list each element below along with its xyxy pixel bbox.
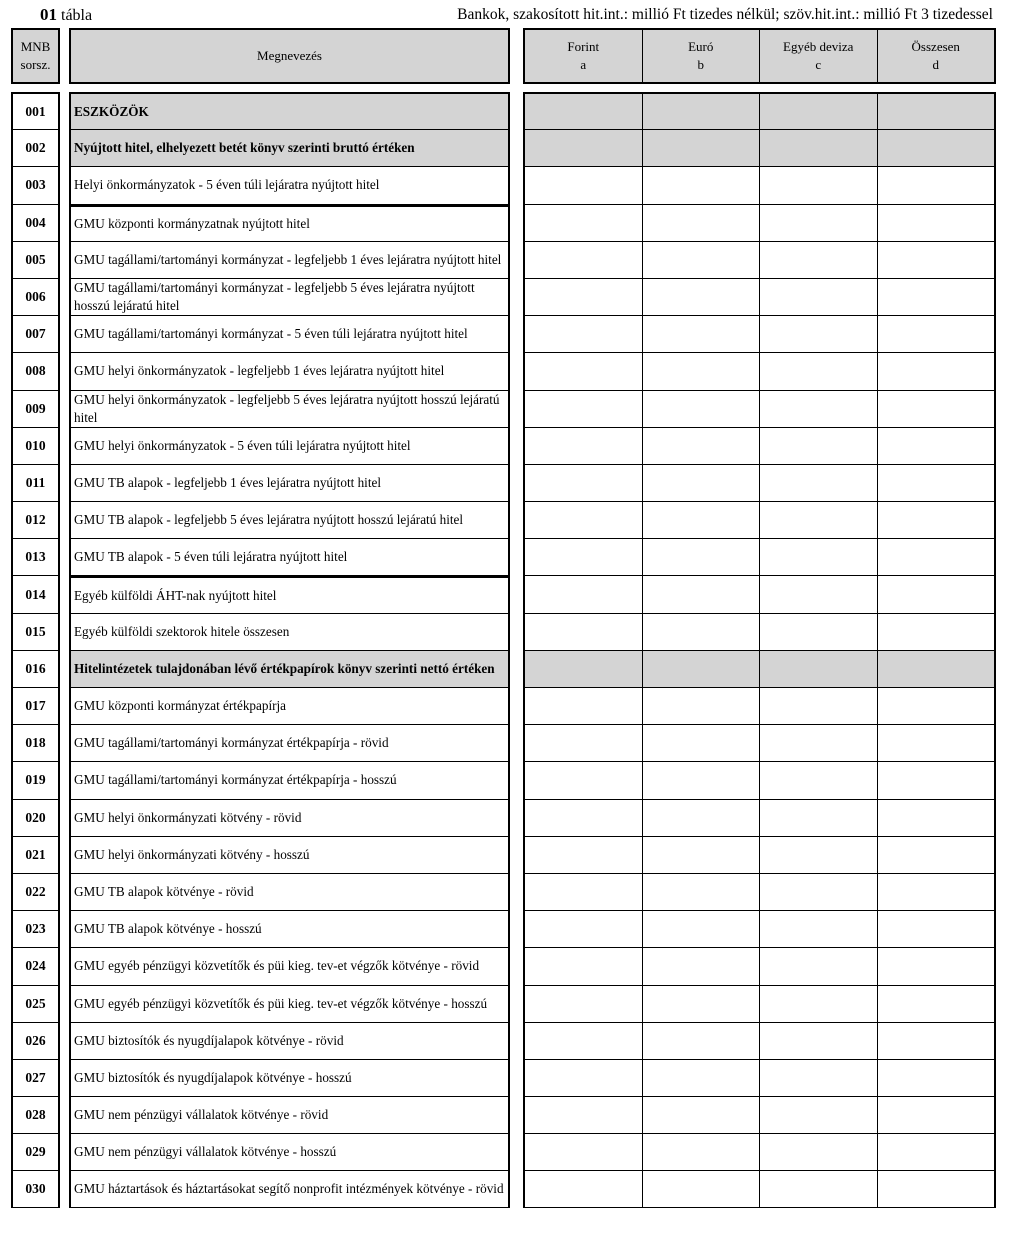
- table-row: [11, 1059, 996, 1096]
- row-number: 008: [11, 352, 60, 389]
- row-label: GMU tagállami/tartományi kormányzat értékpapírja - rövid: [69, 724, 510, 761]
- table-row: [11, 92, 996, 129]
- table-row: [11, 501, 996, 538]
- value-cell-total[interactable]: [878, 576, 995, 612]
- row-value-cells: [523, 724, 996, 761]
- row-number: 009: [11, 390, 60, 427]
- value-cell-total[interactable]: [878, 837, 995, 873]
- row-number: 028: [11, 1096, 60, 1133]
- value-cell-forint[interactable]: [525, 911, 643, 947]
- value-cell-total[interactable]: [878, 316, 995, 352]
- row-number: 010: [11, 427, 60, 464]
- value-cell-total[interactable]: [878, 539, 995, 575]
- row-number: 026: [11, 1022, 60, 1059]
- value-cell-other-currency[interactable]: [760, 279, 878, 315]
- row-number: 023: [11, 910, 60, 947]
- table-row: [11, 985, 996, 1022]
- value-cell-total[interactable]: [878, 1171, 995, 1206]
- row-label: GMU biztosítók és nyugdíjalapok kötvénye - rövid: [69, 1022, 510, 1059]
- column-header-letter: d: [932, 57, 939, 72]
- row-label: GMU helyi önkormányzatok - 5 éven túli lejáratra nyújtott hitel: [69, 427, 510, 464]
- value-cell-forint[interactable]: [525, 1171, 643, 1206]
- row-label: ESZKÖZÖK: [69, 92, 510, 129]
- row-value-cells: [523, 352, 996, 389]
- table-row: [11, 464, 996, 501]
- value-cell-euro[interactable]: [643, 800, 761, 836]
- row-value-cells: [523, 687, 996, 724]
- row-label: GMU tagállami/tartományi kormányzat értékpapírja - hosszú: [69, 761, 510, 798]
- row-value-cells: [523, 873, 996, 910]
- table-row: [11, 538, 996, 575]
- value-cell-total[interactable]: [878, 614, 995, 650]
- row-value-cells: [523, 166, 996, 203]
- value-cell-other-currency[interactable]: [760, 688, 878, 724]
- row-value-cells: [523, 1170, 996, 1207]
- value-cell-euro[interactable]: [643, 167, 761, 203]
- table-number: 01: [40, 5, 57, 24]
- value-cell-total[interactable]: [878, 800, 995, 836]
- value-cell-other-currency[interactable]: [760, 1060, 878, 1096]
- value-cell-other-currency[interactable]: [760, 391, 878, 427]
- value-cell-other-currency[interactable]: [760, 874, 878, 910]
- value-cell-other-currency[interactable]: [760, 614, 878, 650]
- value-cell-euro: [643, 130, 761, 166]
- value-cell-other-currency[interactable]: [760, 205, 878, 241]
- row-number: 015: [11, 613, 60, 650]
- value-cell-euro[interactable]: [643, 614, 761, 650]
- row-value-cells: [523, 278, 996, 315]
- value-cell-forint[interactable]: [525, 837, 643, 873]
- table-row: [11, 1133, 996, 1170]
- row-number: 024: [11, 947, 60, 984]
- table-row: [11, 836, 996, 873]
- value-cell-total[interactable]: [878, 986, 995, 1022]
- value-cell-euro[interactable]: [643, 428, 761, 464]
- mnb-header-line2: sorsz.: [20, 57, 51, 72]
- value-cell-forint[interactable]: [525, 800, 643, 836]
- value-cell-forint[interactable]: [525, 242, 643, 278]
- column-header-label: Euró: [688, 39, 714, 54]
- row-label: GMU helyi önkormányzatok - legfeljebb 1 éves lejáratra nyújtott hitel: [69, 352, 510, 389]
- value-cell-other-currency[interactable]: [760, 1023, 878, 1059]
- value-cell-total[interactable]: [878, 391, 995, 427]
- value-cell-forint[interactable]: [525, 1023, 643, 1059]
- row-value-cells: [523, 315, 996, 352]
- value-cell-forint[interactable]: [525, 688, 643, 724]
- row-label: GMU biztosítók és nyugdíjalapok kötvénye - hosszú: [69, 1059, 510, 1096]
- value-cell-euro: [643, 651, 761, 687]
- row-label: GMU egyéb pénzügyi közvetítők és püi kieg. tev-et végzők kötvénye - hosszú: [69, 985, 510, 1022]
- value-cell-euro[interactable]: [643, 911, 761, 947]
- row-label: GMU nem pénzügyi vállalatok kötvénye - rövid: [69, 1096, 510, 1133]
- units-note: Bankok, szakosított hit.int.: millió Ft tizedes nélkül; szöv.hit.int.: millió Ft 3 tizedessel: [457, 6, 993, 23]
- value-cell-total[interactable]: [878, 874, 995, 910]
- row-value-cells: [523, 92, 996, 129]
- row-number: 019: [11, 761, 60, 798]
- value-cell-forint[interactable]: [525, 502, 643, 538]
- value-cell-total[interactable]: [878, 502, 995, 538]
- table-row: [11, 687, 996, 724]
- row-label: GMU nem pénzügyi vállalatok kötvénye - hosszú: [69, 1133, 510, 1170]
- value-cell-euro[interactable]: [643, 279, 761, 315]
- value-cell-euro[interactable]: [643, 391, 761, 427]
- row-value-cells: [523, 613, 996, 650]
- value-cell-other-currency[interactable]: [760, 576, 878, 612]
- table-row: [11, 613, 996, 650]
- table-row: [11, 761, 996, 798]
- table-row: [11, 1022, 996, 1059]
- row-label: GMU tagállami/tartományi kormányzat - legfeljebb 1 éves lejáratra nyújtott hitel: [69, 241, 510, 278]
- column-header-letter: b: [697, 57, 704, 72]
- row-value-cells: [523, 910, 996, 947]
- value-cell-total[interactable]: [878, 279, 995, 315]
- table-row: [11, 947, 996, 984]
- row-label: GMU központi kormányzat értékpapírja: [69, 687, 510, 724]
- row-value-cells: [523, 799, 996, 836]
- value-cell-other-currency: [760, 130, 878, 166]
- row-number: 006: [11, 278, 60, 315]
- value-cell-total[interactable]: [878, 428, 995, 464]
- column-header-letter: c: [815, 57, 822, 72]
- table-title: [40, 5, 92, 25]
- row-value-cells: [523, 650, 996, 687]
- value-cell-forint: [525, 94, 643, 129]
- row-label: GMU egyéb pénzügyi közvetítők és püi kieg. tev-et végzők kötvénye - rövid: [69, 947, 510, 984]
- column-header-label: Egyéb deviza: [783, 39, 854, 54]
- value-cell-forint[interactable]: [525, 762, 643, 798]
- table-row: [11, 166, 996, 203]
- row-label: GMU helyi önkormányzati kötvény - rövid: [69, 799, 510, 836]
- value-cell-other-currency[interactable]: [760, 539, 878, 575]
- value-cell-forint: [525, 130, 643, 166]
- row-number: 027: [11, 1059, 60, 1096]
- value-cell-other-currency[interactable]: [760, 1097, 878, 1133]
- value-cell-other-currency[interactable]: [760, 242, 878, 278]
- value-cell-other-currency[interactable]: [760, 725, 878, 761]
- value-cell-other-currency[interactable]: [760, 762, 878, 798]
- value-cell-euro[interactable]: [643, 837, 761, 873]
- column-header-letter: a: [580, 57, 587, 72]
- value-cell-forint[interactable]: [525, 1097, 643, 1133]
- column-header-name: [69, 28, 510, 84]
- value-cell-euro[interactable]: [643, 948, 761, 984]
- value-cell-forint[interactable]: [525, 391, 643, 427]
- value-cell-other-currency[interactable]: [760, 167, 878, 203]
- table-row: [11, 204, 996, 241]
- value-cell-total[interactable]: [878, 1023, 995, 1059]
- value-cell-other-currency[interactable]: [760, 837, 878, 873]
- value-cell-euro[interactable]: [643, 874, 761, 910]
- value-cell-other-currency: [760, 651, 878, 687]
- row-label: GMU tagállami/tartományi kormányzat - 5 éven túli lejáratra nyújtott hitel: [69, 315, 510, 352]
- value-cell-other-currency[interactable]: [760, 800, 878, 836]
- column-header-other-currency: [760, 30, 878, 82]
- value-cell-euro[interactable]: [643, 688, 761, 724]
- row-label: GMU TB alapok - legfeljebb 5 éves lejáratra nyújtott hosszú lejáratú hitel: [69, 501, 510, 538]
- value-cell-other-currency[interactable]: [760, 428, 878, 464]
- value-cell-euro[interactable]: [643, 242, 761, 278]
- row-number: 020: [11, 799, 60, 836]
- value-cell-forint[interactable]: [525, 948, 643, 984]
- row-value-cells: [523, 129, 996, 166]
- table-row: [11, 390, 996, 427]
- value-cell-total[interactable]: [878, 948, 995, 984]
- row-number: 013: [11, 538, 60, 575]
- table-row: [11, 278, 996, 315]
- table-row: [11, 1096, 996, 1133]
- table-row: [11, 241, 996, 278]
- value-cell-forint[interactable]: [525, 874, 643, 910]
- value-cell-euro[interactable]: [643, 1097, 761, 1133]
- data-table: [11, 92, 996, 1208]
- value-cell-total[interactable]: [878, 465, 995, 501]
- value-cell-euro[interactable]: [643, 539, 761, 575]
- table-row: [11, 427, 996, 464]
- value-cell-euro[interactable]: [643, 502, 761, 538]
- row-value-cells: [523, 241, 996, 278]
- column-header-euro: [643, 30, 761, 82]
- row-value-cells: [523, 501, 996, 538]
- value-cell-forint[interactable]: [525, 986, 643, 1022]
- row-number: 011: [11, 464, 60, 501]
- value-cell-euro[interactable]: [643, 353, 761, 389]
- value-cell-euro[interactable]: [643, 1023, 761, 1059]
- row-label: Nyújtott hitel, elhelyezett betét könyv szerinti bruttó értéken: [69, 129, 510, 166]
- table-row: [11, 352, 996, 389]
- row-value-cells: [523, 985, 996, 1022]
- value-cell-total[interactable]: [878, 911, 995, 947]
- value-cell-forint[interactable]: [525, 205, 643, 241]
- table-row: [11, 315, 996, 352]
- row-number: 003: [11, 166, 60, 203]
- row-value-cells: [523, 204, 996, 241]
- row-number: 021: [11, 836, 60, 873]
- value-cell-forint[interactable]: [525, 725, 643, 761]
- value-cell-other-currency: [760, 94, 878, 129]
- row-label: Helyi önkormányzatok - 5 éven túli lejáratra nyújtott hitel: [69, 166, 510, 203]
- value-cell-total[interactable]: [878, 1134, 995, 1170]
- value-cell-total[interactable]: [878, 762, 995, 798]
- row-label: GMU TB alapok kötvénye - rövid: [69, 873, 510, 910]
- value-cell-euro[interactable]: [643, 316, 761, 352]
- value-cell-total[interactable]: [878, 353, 995, 389]
- row-number: 018: [11, 724, 60, 761]
- value-cell-other-currency[interactable]: [760, 1134, 878, 1170]
- value-cell-euro[interactable]: [643, 725, 761, 761]
- row-label: Egyéb külföldi szektorok hitele összesen: [69, 613, 510, 650]
- value-cell-total[interactable]: [878, 688, 995, 724]
- value-cell-forint[interactable]: [525, 539, 643, 575]
- row-value-cells: [523, 390, 996, 427]
- row-label: GMU helyi önkormányzati kötvény - hosszú: [69, 836, 510, 873]
- column-header-total: [878, 30, 995, 82]
- row-label: GMU tagállami/tartományi kormányzat - legfeljebb 5 éves lejáratra nyújtott hosszú lejáratú hitel: [69, 278, 510, 315]
- value-cell-euro[interactable]: [643, 1060, 761, 1096]
- value-cell-euro[interactable]: [643, 986, 761, 1022]
- value-cell-euro[interactable]: [643, 1171, 761, 1206]
- value-cell-other-currency[interactable]: [760, 316, 878, 352]
- row-number: 016: [11, 650, 60, 687]
- value-cell-total[interactable]: [878, 242, 995, 278]
- row-value-cells: [523, 1022, 996, 1059]
- mnb-header-line1: MNB: [20, 39, 51, 54]
- table-row: [11, 910, 996, 947]
- table-word: tábla: [61, 7, 93, 24]
- table-row: [11, 650, 996, 687]
- row-label: GMU TB alapok - 5 éven túli lejáratra nyújtott hitel: [69, 538, 510, 575]
- row-number: 012: [11, 501, 60, 538]
- row-value-cells: [523, 947, 996, 984]
- table-row: [11, 575, 996, 612]
- row-label: GMU központi kormányzatnak nyújtott hitel: [69, 204, 510, 241]
- table-row: [11, 724, 996, 761]
- row-label: GMU TB alapok kötvénye - hosszú: [69, 910, 510, 947]
- value-cell-total: [878, 651, 995, 687]
- row-number: 007: [11, 315, 60, 352]
- value-cell-forint[interactable]: [525, 316, 643, 352]
- table-row: [11, 873, 996, 910]
- row-value-cells: [523, 836, 996, 873]
- row-value-cells: [523, 761, 996, 798]
- value-cell-other-currency[interactable]: [760, 465, 878, 501]
- value-cell-total: [878, 130, 995, 166]
- row-value-cells: [523, 427, 996, 464]
- row-number: 025: [11, 985, 60, 1022]
- value-cell-forint[interactable]: [525, 614, 643, 650]
- value-cell-euro: [643, 94, 761, 129]
- value-cell-euro[interactable]: [643, 465, 761, 501]
- value-cell-total[interactable]: [878, 1060, 995, 1096]
- value-cell-forint[interactable]: [525, 279, 643, 315]
- value-cell-other-currency[interactable]: [760, 986, 878, 1022]
- row-number: 001: [11, 92, 60, 129]
- value-cell-euro[interactable]: [643, 205, 761, 241]
- table-row: [11, 1170, 996, 1207]
- value-cell-other-currency[interactable]: [760, 353, 878, 389]
- table-row: [11, 799, 996, 836]
- row-number: 004: [11, 204, 60, 241]
- column-header-label: Összesen: [911, 39, 960, 54]
- value-cell-forint[interactable]: [525, 1134, 643, 1170]
- value-cell-euro[interactable]: [643, 1134, 761, 1170]
- row-value-cells: [523, 1059, 996, 1096]
- value-cell-forint[interactable]: [525, 1060, 643, 1096]
- value-cell-total[interactable]: [878, 725, 995, 761]
- value-cell-total[interactable]: [878, 1097, 995, 1133]
- row-label: GMU helyi önkormányzatok - legfeljebb 5 éves lejáratra nyújtott hosszú lejáratú hitel: [69, 390, 510, 427]
- column-header-label: Forint: [567, 39, 600, 54]
- row-value-cells: [523, 1096, 996, 1133]
- value-cell-forint[interactable]: [525, 465, 643, 501]
- row-number: 002: [11, 129, 60, 166]
- table-row: [11, 129, 996, 166]
- value-cell-total: [878, 94, 995, 129]
- row-number: 017: [11, 687, 60, 724]
- row-number: 014: [11, 575, 60, 612]
- row-label: Hitelintézetek tulajdonában lévő értékpapírok könyv szerinti nettó értéken: [69, 650, 510, 687]
- row-value-cells: [523, 575, 996, 612]
- value-cell-other-currency[interactable]: [760, 911, 878, 947]
- row-number: 029: [11, 1133, 60, 1170]
- value-cell-other-currency[interactable]: [760, 502, 878, 538]
- row-number: 005: [11, 241, 60, 278]
- value-cell-other-currency[interactable]: [760, 948, 878, 984]
- row-label: GMU TB alapok - legfeljebb 1 éves lejáratra nyújtott hitel: [69, 464, 510, 501]
- value-cell-forint: [525, 651, 643, 687]
- value-cell-euro[interactable]: [643, 762, 761, 798]
- column-header-forint: [525, 30, 643, 82]
- row-number: 030: [11, 1170, 60, 1207]
- value-cell-forint[interactable]: [525, 428, 643, 464]
- column-header-mnb: [11, 28, 60, 84]
- row-label: Egyéb külföldi ÁHT-nak nyújtott hitel: [69, 575, 510, 612]
- row-label: GMU háztartások és háztartásokat segítő nonprofit intézmények kötvénye - rövid: [69, 1170, 510, 1207]
- name-header-label: Megnevezés: [257, 48, 322, 63]
- value-cell-euro[interactable]: [643, 576, 761, 612]
- value-cell-total[interactable]: [878, 167, 995, 203]
- value-cell-total[interactable]: [878, 205, 995, 241]
- value-cell-forint[interactable]: [525, 167, 643, 203]
- row-value-cells: [523, 464, 996, 501]
- row-number: 022: [11, 873, 60, 910]
- value-cell-other-currency[interactable]: [760, 1171, 878, 1206]
- value-cell-forint[interactable]: [525, 353, 643, 389]
- row-value-cells: [523, 1133, 996, 1170]
- value-column-headers: [523, 28, 996, 84]
- value-cell-forint[interactable]: [525, 576, 643, 612]
- row-value-cells: [523, 538, 996, 575]
